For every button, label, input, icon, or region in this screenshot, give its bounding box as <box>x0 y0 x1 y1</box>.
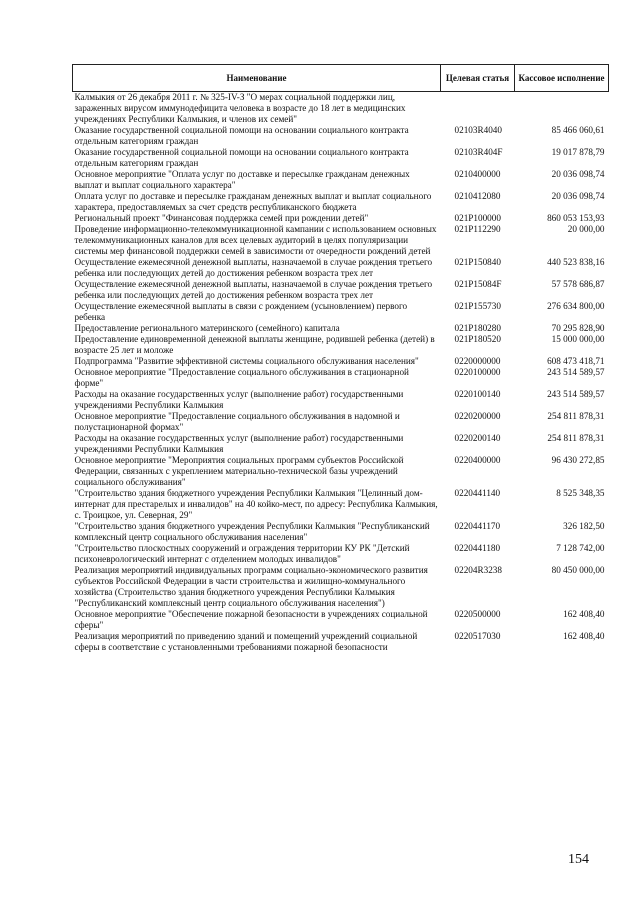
table-row <box>73 169 609 191</box>
row-code-cell: 0220500000 <box>454 609 501 619</box>
table-row <box>73 521 609 543</box>
row-code-cell: 021P100000 <box>454 213 501 223</box>
row-code-cell: 0220400000 <box>454 455 501 465</box>
row-code-cell: 021P150840 <box>454 257 501 267</box>
row-amount-cell: 162 408,40 <box>563 631 605 641</box>
row-amount-cell: 7 128 742,00 <box>556 543 605 553</box>
table-row <box>73 367 609 389</box>
row-name-cell: "Строительство здания бюджетного учреждения Республики Калмыкия "Целинный дом-интернат для престарелых и инвалидов" на 40 койко-мест, по адресу: Республика Калмыкия, с. Троицкое, ул. Северная, 29" <box>74 488 438 520</box>
row-code-cell <box>441 92 515 126</box>
row-name-cell: Основное мероприятие "Предоставление социального обслуживания в стационарной форме" <box>74 367 409 388</box>
row-code-cell: 02103R4040 <box>454 125 502 135</box>
row-name-cell: Проведение информационно-телекоммуникационной кампании с использованием основных телекоммуникационных каналов для всех целевых аудиторий в целях популяризации системы мер финансовой поддержки семей в зависимости от очередности рождений детей <box>74 224 437 256</box>
row-code-cell: 0220200000 <box>454 411 501 421</box>
row-name-cell: "Строительство здания бюджетного учреждения Республики Калмыкия "Республиканский комплексный центр социального обслуживания населения" <box>74 521 430 542</box>
row-amount-cell: 254 811 878,31 <box>547 411 605 421</box>
row-code-cell: 02103R404F <box>454 147 503 157</box>
row-code-cell: 0210400000 <box>454 169 501 179</box>
table-row <box>73 334 609 356</box>
row-amount-cell: 8 525 348,35 <box>556 488 605 498</box>
row-amount-cell: 70 295 828,90 <box>551 323 605 333</box>
table-row <box>73 356 609 367</box>
row-code-cell: 021P155730 <box>454 301 501 311</box>
row-amount-cell: 85 466 060,61 <box>551 125 605 135</box>
row-code-cell: 021P180280 <box>454 323 501 333</box>
row-amount-cell: 80 450 000,00 <box>551 565 605 575</box>
row-name-cell: Осуществление ежемесячной денежной выплаты, назначаемой в случае рождения третьего ребенка или последующих детей до достижения ребенком возраста трех лет <box>74 279 433 300</box>
table-row <box>73 455 609 488</box>
row-code-cell: 0220517030 <box>454 631 501 641</box>
row-code-cell: 0210412080 <box>454 191 501 201</box>
row-name-cell: Основное мероприятие "Предоставление социального обслуживания в надомной и полустационарной формах" <box>74 411 400 432</box>
table-row <box>73 224 609 257</box>
row-name-cell: Основное мероприятие "Оплата услуг по доставке и пересылке гражданам денежных выплат и выплат социального характера" <box>74 169 410 190</box>
row-amount-cell <box>515 92 609 126</box>
table-row <box>73 92 609 126</box>
page-number: 154 <box>568 852 589 867</box>
row-amount-cell: 860 053 153,93 <box>547 213 605 223</box>
row-name-cell: Оплата услуг по доставке и пересылке гражданам денежных выплат и выплат социального характера, предоставляемых за счет средств республиканского бюджета <box>74 191 432 212</box>
row-code-cell: 0220441180 <box>454 543 501 553</box>
row-amount-cell: 19 017 878,79 <box>551 147 605 157</box>
document-page <box>72 64 608 653</box>
row-code-cell: 02204R3238 <box>454 565 502 575</box>
row-code-cell: 0220200140 <box>454 433 501 443</box>
row-amount-cell: 162 408,40 <box>563 609 605 619</box>
table-row <box>73 631 609 653</box>
table-row <box>73 609 609 631</box>
table-row <box>73 301 609 323</box>
table-body <box>73 92 609 654</box>
header-cash-execution: Кассовое исполнение <box>515 65 609 92</box>
budget-table <box>72 64 609 653</box>
row-name-cell: "Строительство плоскостных сооружений и ограждения территории КУ РК "Детский психоневрологический интернат с отделением молодых инвалидов" <box>74 543 410 564</box>
row-amount-cell: 326 182,50 <box>563 521 605 531</box>
row-amount-cell: 608 473 418,71 <box>547 356 605 366</box>
row-name-cell: Расходы на оказание государственных услуг (выполнение работ) государственными учреждениями Республики Калмыкия <box>74 433 404 454</box>
row-name-cell: Предоставление регионального материнского (семейного) капитала <box>74 323 340 333</box>
row-name-cell: Оказание государственной социальной помощи на основании социального контракта отдельным категориям граждан <box>74 147 409 168</box>
table-row <box>73 279 609 301</box>
row-code-cell: 0220100140 <box>454 389 501 399</box>
row-name-cell: Предоставление единовременной денежной выплаты женщине, родившей ребенка (детей) в возрасте 25 лет и моложе <box>74 334 435 355</box>
row-code-cell: 0220100000 <box>454 367 501 377</box>
row-code-cell: 0220441140 <box>454 488 501 498</box>
table-header-row <box>73 65 609 92</box>
row-amount-cell: 20 036 098,74 <box>551 191 605 201</box>
row-amount-cell: 20 036 098,74 <box>551 169 605 179</box>
header-name: Наименование <box>73 65 441 92</box>
row-amount-cell: 96 430 272,85 <box>551 455 605 465</box>
row-amount-cell: 254 811 878,31 <box>547 433 605 443</box>
row-name-cell: Реализация мероприятий индивидуальных программ социально-экономического развития субъектов Российской Федерации в части строительства и жилищно-коммунального хозяйства (Строительство здания бюджетного учреждения Республики Калмыкия "Республиканский комплексный центр социального обслуживания населения") <box>74 565 428 608</box>
row-name-cell: Осуществление ежемесячной выплаты в связи с рождением (усыновлением) первого ребенка <box>74 301 408 322</box>
row-name-cell: Осуществление ежемесячной денежной выплаты, назначаемой в случае рождения третьего ребенка или последующих детей до достижения ребенком возраста трех лет <box>74 257 433 278</box>
row-amount-cell: 57 578 686,87 <box>551 279 605 289</box>
table-row <box>73 565 609 609</box>
table-row <box>73 213 609 224</box>
row-name-cell: Региональный проект "Финансовая поддержка семей при рождении детей" <box>74 213 369 223</box>
row-name-cell: Расходы на оказание государственных услуг (выполнение работ) государственными учреждениями Республики Калмыкия <box>74 389 404 410</box>
row-amount-cell: 243 514 589,57 <box>547 367 605 377</box>
row-code-cell: 0220441170 <box>454 521 501 531</box>
row-name-cell: Основное мероприятие "Обеспечение пожарной безопасности в учреждениях социальной сферы" <box>74 609 428 630</box>
row-amount-cell: 15 000 000,00 <box>551 334 605 344</box>
row-amount-cell: 243 514 589,57 <box>547 389 605 399</box>
table-row <box>73 433 609 455</box>
table-row <box>73 257 609 279</box>
row-amount-cell: 20 000,00 <box>567 224 605 234</box>
row-code-cell: 021P112290 <box>454 224 501 234</box>
table-row <box>73 488 609 521</box>
table-row <box>73 147 609 169</box>
row-name-cell: Калмыкия от 26 декабря 2011 г. № 325-IV-З "О мерах социальной поддержки лиц, зараженных вирусом иммунодефицита человека в возрасте до 18 лет в медицинских учреждениях Республики Калмыкия, и членов их семей" <box>74 92 406 124</box>
row-name-cell: Реализация мероприятий по приведению зданий и помещений учреждений социальной сферы в соответствие с установленными требованиями пожарной безопасности <box>74 631 418 652</box>
row-amount-cell: 440 523 838,16 <box>547 257 605 267</box>
table-row <box>73 125 609 147</box>
table-row <box>73 323 609 334</box>
header-target-article: Целевая статья <box>441 65 515 92</box>
row-name-cell: Подпрограмма "Развитие эффективной системы социального обслуживания населения" <box>74 356 419 366</box>
table-row <box>73 543 609 565</box>
row-code-cell: 0220000000 <box>454 356 501 366</box>
row-amount-cell: 276 634 800,00 <box>547 301 605 311</box>
row-code-cell: 021P15084F <box>454 279 502 289</box>
row-name-cell: Основное мероприятие "Мероприятия социальных программ субъектов Российской Федерации, связанных с укреплением материально-технической базы учреждений социального обслуживания" <box>74 455 404 487</box>
row-code-cell: 021P180520 <box>454 334 501 344</box>
table-row <box>73 411 609 433</box>
row-name-cell: Оказание государственной социальной помощи на основании социального контракта отдельным категориям граждан <box>74 125 409 146</box>
table-row <box>73 191 609 213</box>
table-row <box>73 389 609 411</box>
